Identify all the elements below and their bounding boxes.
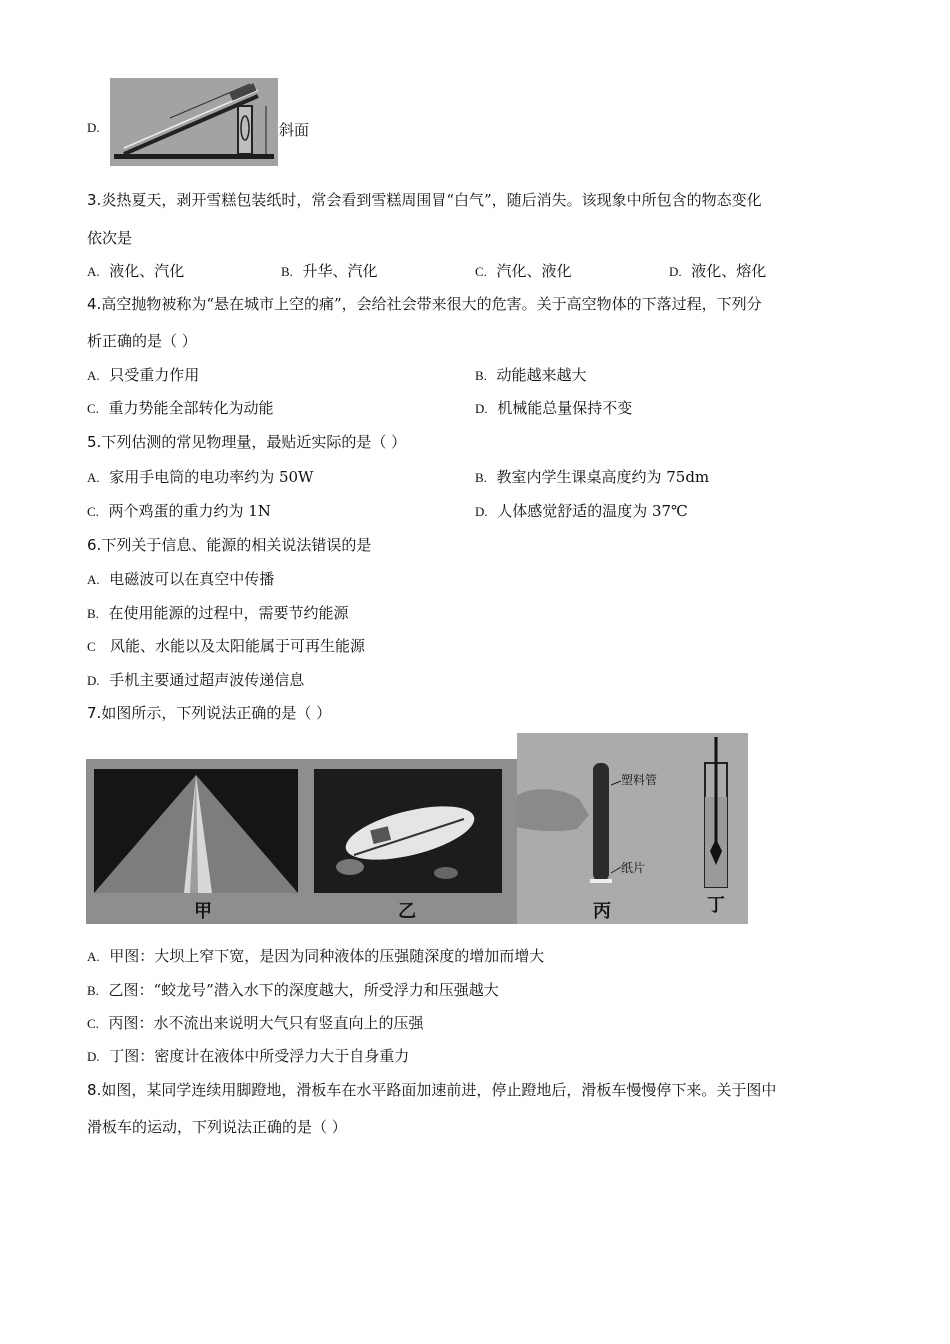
- q6-option-d[interactable]: D. 手机主要通过超声波传递信息: [87, 671, 305, 689]
- fig-label-tube: 塑料管: [621, 773, 658, 787]
- q4-option-c[interactable]: C. 重力势能全部转化为动能: [87, 399, 274, 417]
- q8-stem-line2: 滑板车的运动，下列说法正确的是（ ）: [87, 1118, 347, 1136]
- q8-stem-line1: [87, 1079, 776, 1100]
- q5-stem-line1: [87, 431, 406, 452]
- q7-figure-right: [517, 733, 748, 924]
- q5-option-b[interactable]: B. 教室内学生课桌高度约为 75dm: [475, 468, 710, 486]
- q3-text: 炎热夏天，剥开雪糕包装纸时，常会看到雪糕周围冒“白气”，随后消失。该现象中所包含的物态变化: [101, 191, 762, 209]
- q5-number: 5.: [87, 433, 102, 451]
- q7-option-b[interactable]: B. 乙图：“蛟龙号”潜入水下的深度越大，所受浮力和压强越大: [87, 981, 499, 999]
- fig-label-ding: 丁: [707, 895, 725, 916]
- q7-option-c[interactable]: C. 丙图：水不流出来说明大气只有竖直向上的压强: [87, 1014, 424, 1032]
- q7-figure-left: [86, 759, 518, 924]
- q7-number: 7.: [87, 704, 102, 722]
- dam-photo: [94, 769, 298, 893]
- q5-option-d[interactable]: D. 人体感觉舒适的温度为 37℃: [475, 502, 688, 520]
- fig-label-jia: 甲: [194, 901, 212, 922]
- q7-stem-line1: [87, 702, 331, 723]
- q3-stem-line1: [87, 189, 762, 210]
- q6-option-a[interactable]: A. 电磁波可以在真空中传播: [87, 570, 275, 588]
- q3-number: 3.: [87, 191, 102, 209]
- incline-photo: [110, 78, 278, 166]
- submersible-photo: [314, 769, 502, 893]
- q6-option-b[interactable]: B. 在使用能源的过程中，需要节约能源: [87, 604, 349, 622]
- q5-text: 下列估测的常见物理量，最贴近实际的是（ ）: [101, 433, 407, 451]
- q8-text: 如图，某同学连续用脚蹬地，滑板车在水平路面加速前进，停止蹬地后，滑板车慢慢停下来。关于图中: [101, 1081, 777, 1099]
- q6-number: 6.: [87, 536, 102, 554]
- q4-stem-line2: 析正确的是（ ）: [87, 332, 197, 350]
- q4-stem-line1: [87, 293, 762, 314]
- fig-label-paper: 纸片: [621, 861, 646, 875]
- q4-option-d[interactable]: D. 机械能总量保持不变: [475, 399, 633, 417]
- q4-option-b[interactable]: B. 动能越来越大: [475, 366, 587, 384]
- q5-option-a[interactable]: A. 家用手电筒的电功率约为 50W: [87, 468, 314, 486]
- q8-number: 8.: [87, 1081, 102, 1099]
- q3-option-c[interactable]: C. 汽化、液化: [475, 262, 572, 280]
- q7-text: 如图所示，下列说法正确的是（ ）: [101, 704, 332, 722]
- q3-option-d[interactable]: D. 液化、熔化: [669, 262, 767, 280]
- q2-option-d-label: D.: [87, 120, 100, 135]
- q5-option-c[interactable]: C. 两个鸡蛋的重力约为 1N: [87, 502, 271, 520]
- q4-number: 4.: [87, 295, 102, 313]
- q2-option-d-caption: 斜面: [279, 121, 310, 139]
- q7-option-d[interactable]: D. 丁图：密度计在液体中所受浮力大于自身重力: [87, 1047, 410, 1065]
- q3-stem-line2: 依次是: [87, 229, 133, 247]
- q6-option-c[interactable]: C 风能、水能以及太阳能属于可再生能源: [87, 637, 365, 655]
- q3-option-b[interactable]: B. 升华、汽化: [281, 262, 378, 280]
- q4-option-a[interactable]: A. 只受重力作用: [87, 366, 200, 384]
- fig-label-yi: 乙: [398, 901, 416, 922]
- q7-option-a[interactable]: A. 甲图：大坝上窄下宽，是因为同种液体的压强随深度的增加而增大: [87, 947, 545, 965]
- q6-stem-line1: [87, 534, 371, 555]
- q6-text: 下列关于信息、能源的相关说法错误的是: [101, 536, 372, 554]
- q4-text: 高空抛物被称为“悬在城市上空的痛”，会给社会带来很大的危害。关于高空物体的下落过程，下列分: [101, 295, 762, 313]
- incline-figure: [110, 78, 278, 166]
- q3-option-a[interactable]: A. 液化、汽化: [87, 262, 185, 280]
- fig-label-bing: 丙: [593, 901, 611, 922]
